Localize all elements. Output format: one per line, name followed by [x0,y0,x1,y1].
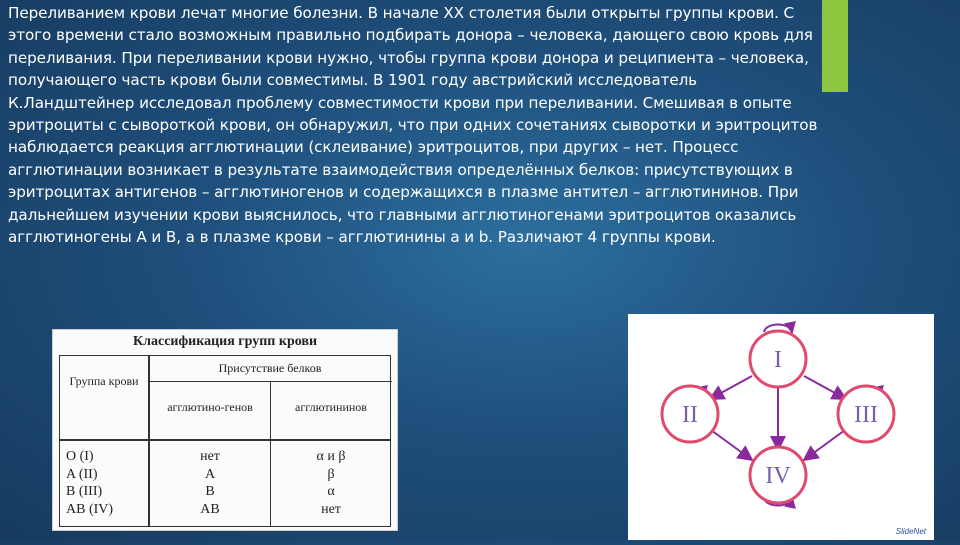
table-cell: B [205,484,215,499]
agglutinogens-column [150,448,270,518]
table-cell: A (II) [66,466,98,482]
arrow-I-II [710,376,752,399]
header-agglutinogens: агглютино-генов [167,400,253,414]
header-group: Группа крови [69,374,139,388]
node-IV-label: IV [765,463,791,489]
table-cell: B (III) [66,484,103,499]
table-title: Классификация групп крови [132,334,318,349]
node-I-label: I [774,347,782,373]
group-column [66,448,113,518]
table-cell: α [327,484,335,499]
table-cell: нет [321,501,341,517]
compatibility-diagram-svg [628,314,934,540]
table-cell: β [327,466,335,482]
node-III-label: III [854,402,878,428]
node-II-label: II [682,402,698,428]
arrow-I-III [804,376,846,399]
table-cell: α и β [316,449,346,464]
table-cell: AB (IV) [66,501,114,517]
table-grid [59,355,391,527]
compatibility-diagram [628,314,934,540]
slide-logo: SlideNet [895,527,926,536]
arrow-III-IV [804,430,845,460]
table-cell: AB [200,501,220,517]
main-paragraph: Переливанием крови лечат многие болезни. В начале ХХ столетия были открыты группы крови. С этого времени стало возможным правильно подбирать донора – человека, дающего свою кровь для переливания. При переливании крови нужно, чтобы группа крови донора и реципиента – человека, получающего часть крови были совместимы. В 1901 году австрийский исследователь К.Ландштейнер исследовал проблему совместимости крови при переливании. Смешивая в опыте эритроциты с сывороткой крови, он обнаружил, что при одних сочетаниях сыворотки и эритроцитов наблюдается реакция агглютинации (склеивание) эритроцитов, при других – нет. Процесс агглютинации возникает в результате взаимодействия определённых белков: присутствующих в эритроцитах антигенов – агглютиногенов и содержащихся в плазме антител – агглютининов. При дальнейшем изучении крови выяснилось, что главными агглютиногенами эритроцитов оказались агглютиногены А и В, а в плазме крови – агглютинины а и b. Различают 4 группы крови. [8,4,818,247]
header-presence: Присутствие белков [218,361,322,375]
table-cell: O (I) [66,449,94,464]
arrow-II-IV [711,430,752,460]
table-cell: нет [200,449,220,464]
table-cell: A [204,466,216,482]
header-agglutinins: агглютининов [295,400,367,414]
accent-bar [822,0,848,92]
blood-group-table [52,329,398,531]
agglutinins-column [272,448,390,518]
